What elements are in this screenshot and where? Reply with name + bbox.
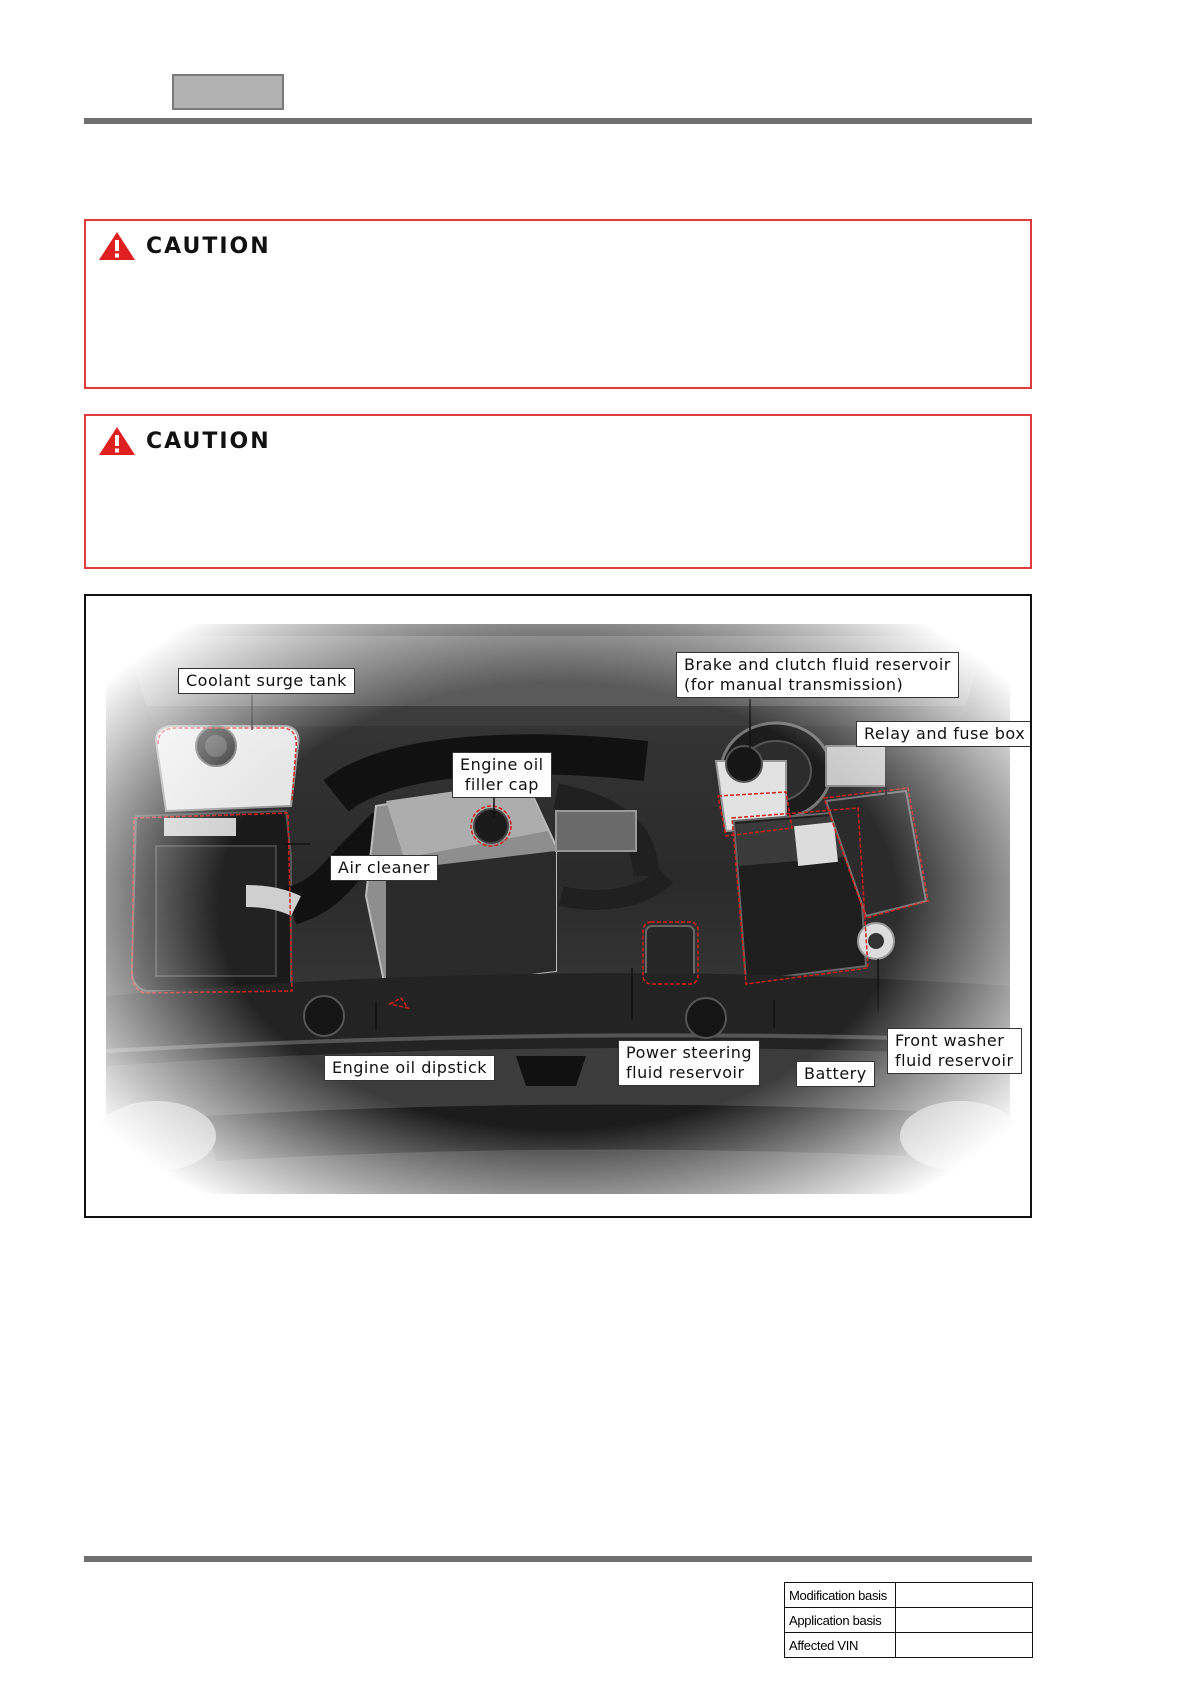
label-engine-oil-dipstick: Engine oil dipstick xyxy=(324,1055,495,1081)
warning-icon xyxy=(98,426,136,456)
warning-icon xyxy=(98,231,136,261)
label-battery: Battery xyxy=(796,1061,875,1087)
caution-box-2 xyxy=(84,414,1032,569)
caution-header xyxy=(98,426,271,456)
table-row xyxy=(785,1633,1033,1658)
section-tab xyxy=(172,74,284,110)
modification-basis-value xyxy=(896,1583,1033,1608)
engine-bay-figure xyxy=(84,594,1032,1218)
label-coolant-surge-tank: Coolant surge tank xyxy=(178,668,355,694)
label-brake-clutch-reservoir: Brake and clutch fluid reservoir (for manual transmission) xyxy=(676,652,959,698)
label-relay-fuse-box: Relay and fuse box xyxy=(856,721,1032,747)
caution-title: CAUTION xyxy=(146,428,271,454)
modification-basis-label: Modification basis xyxy=(785,1583,896,1608)
caution-title: CAUTION xyxy=(146,233,271,259)
affected-vin-label: Affected VIN xyxy=(785,1633,896,1658)
table-row xyxy=(785,1583,1033,1608)
revision-info-table xyxy=(784,1582,1033,1658)
application-basis-value xyxy=(896,1608,1033,1633)
table-row xyxy=(785,1608,1033,1633)
caution-box-1 xyxy=(84,219,1032,389)
footer-rule xyxy=(84,1556,1032,1562)
header-rule xyxy=(84,118,1032,124)
label-air-cleaner: Air cleaner xyxy=(330,855,438,881)
affected-vin-value xyxy=(896,1633,1033,1658)
application-basis-label: Application basis xyxy=(785,1608,896,1633)
label-engine-oil-filler-cap: Engine oil filler cap xyxy=(452,752,552,798)
label-power-steering-reservoir: Power steering fluid reservoir xyxy=(618,1040,760,1086)
label-front-washer-reservoir: Front washer fluid reservoir xyxy=(887,1028,1022,1074)
caution-header xyxy=(98,231,271,261)
